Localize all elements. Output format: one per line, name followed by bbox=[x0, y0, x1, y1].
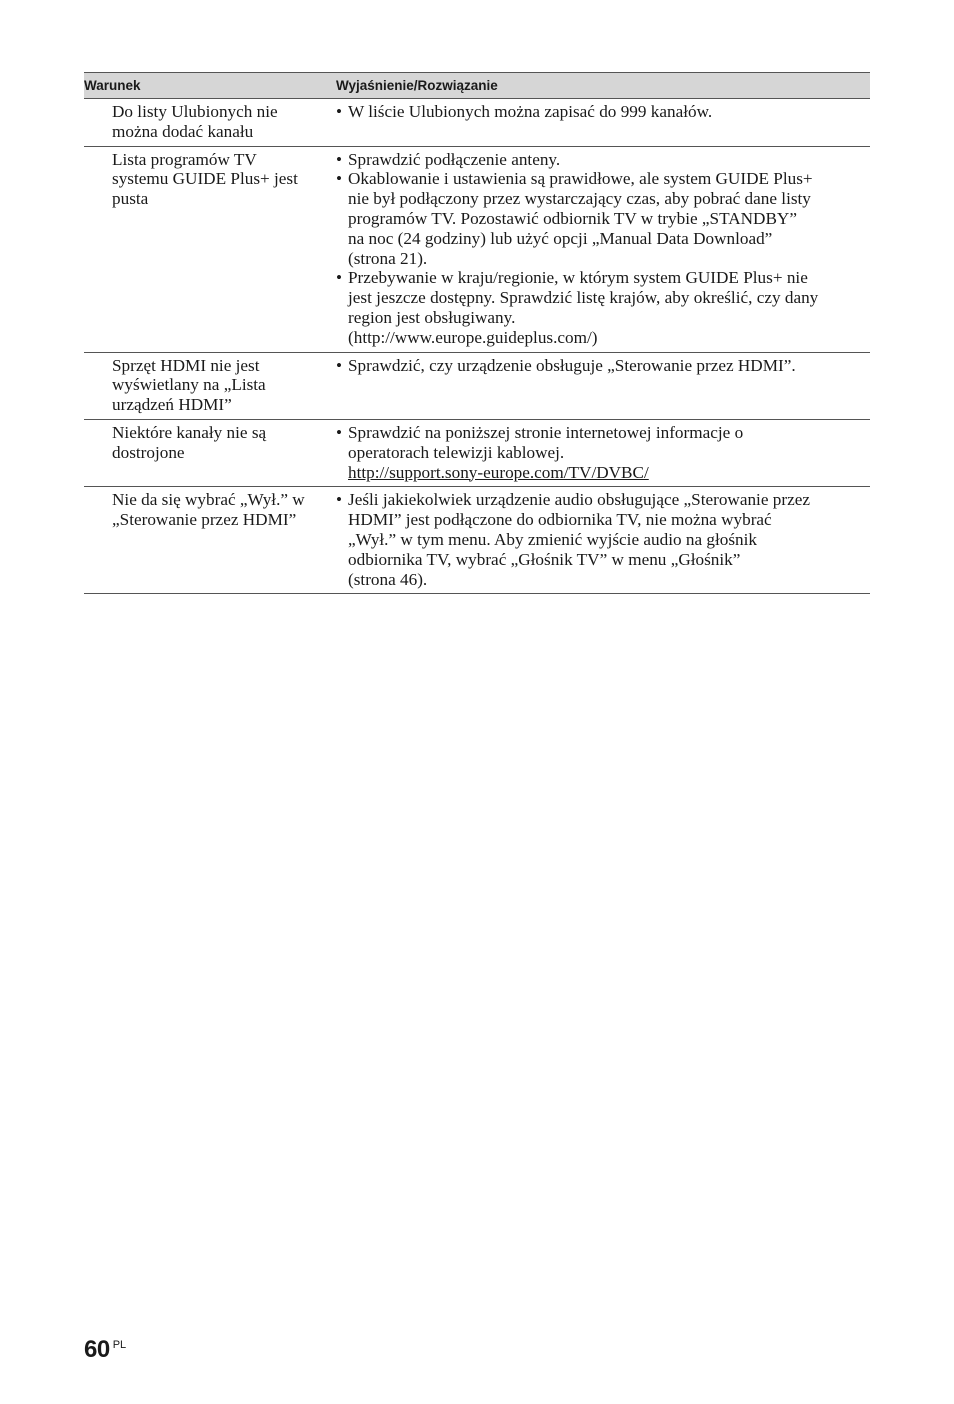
troubleshooting-table bbox=[84, 72, 870, 594]
bullet-item bbox=[336, 102, 864, 122]
bullet-text: • Jeśli jakiekolwiek urządzenie audio obsługujące „Sterowanie przez bbox=[348, 490, 810, 510]
condition-cell bbox=[84, 99, 336, 147]
bullet-text: • W liście Ulubionych można zapisać do 999 kanałów. bbox=[348, 102, 713, 121]
condition-cell bbox=[84, 487, 336, 594]
bullet-text: (strona 21). bbox=[348, 248, 428, 268]
page-number: 60 bbox=[84, 1336, 110, 1363]
explanation-cell bbox=[336, 99, 870, 147]
bullet-text: nie był podłączony przez wystarczający czas, aby pobrać dane listy bbox=[348, 189, 811, 209]
condition-text: Nie da się wybrać „Wył.” w bbox=[112, 490, 305, 510]
bullet-text: (http://www.europe.guideplus.com/) bbox=[348, 327, 598, 347]
bullet-text: „Wył.” w tym menu. Aby zmienić wyjście audio na głośnik bbox=[348, 529, 757, 549]
bullet-item bbox=[336, 356, 864, 376]
condition-text: urządzeń HDMI” bbox=[112, 395, 232, 415]
table-header bbox=[84, 73, 870, 99]
condition-text: dostrojone bbox=[112, 442, 185, 462]
bullet-text: • Okablowanie i ustawienia są prawidłowe, ale system GUIDE Plus+ bbox=[348, 169, 813, 189]
bullet-text: (strona 46). bbox=[348, 569, 428, 589]
bullet-text: • Sprawdzić podłączenie anteny. bbox=[348, 149, 561, 169]
bullet-item bbox=[336, 150, 864, 170]
header-explanation: Wyjaśnienie/Rozwiązanie bbox=[336, 73, 870, 99]
bullet-text: • Sprawdzić, czy urządzenie obsługuje „Sterowanie przez HDMI”. bbox=[348, 355, 796, 375]
page-footer bbox=[84, 1336, 126, 1364]
bullet-list bbox=[336, 102, 864, 122]
table-header-row bbox=[84, 73, 870, 99]
table-row bbox=[84, 419, 870, 486]
troubleshooting-table-container bbox=[84, 72, 870, 594]
bullet-text: odbiornika TV, wybrać „Głośnik TV” w menu „Głośnik” bbox=[348, 549, 741, 569]
bullet-text: • Sprawdzić na poniższej stronie internetowej informacje o bbox=[348, 422, 744, 442]
bullet-item bbox=[336, 423, 864, 482]
header-condition: Warunek bbox=[84, 73, 336, 99]
bullet-item bbox=[336, 169, 864, 268]
condition-text: „Sterowanie przez HDMI” bbox=[112, 510, 297, 530]
bullet-item bbox=[336, 490, 864, 589]
explanation-cell bbox=[336, 146, 870, 352]
bullet-item bbox=[336, 268, 864, 347]
table-row bbox=[84, 487, 870, 594]
bullet-text: operatorach telewizji kablowej. bbox=[348, 442, 565, 462]
bullet-list bbox=[336, 490, 864, 589]
bullet-text: • Przebywanie w kraju/regionie, w którym system GUIDE Plus+ nie bbox=[348, 268, 808, 288]
condition-text: wyświetlany na „Lista bbox=[112, 375, 266, 395]
condition-text: można dodać kanału bbox=[112, 121, 254, 141]
table-row bbox=[84, 352, 870, 419]
explanation-cell bbox=[336, 352, 870, 419]
explanation-cell bbox=[336, 419, 870, 486]
table-row bbox=[84, 99, 870, 147]
condition-text: Lista programów TV bbox=[112, 149, 257, 169]
bullet-text: HDMI” jest podłączone do odbiornika TV, nie można wybrać bbox=[348, 510, 772, 530]
table-body bbox=[84, 99, 870, 594]
condition-text: Niektóre kanały nie są bbox=[112, 422, 267, 442]
condition-cell bbox=[84, 419, 336, 486]
condition-cell bbox=[84, 146, 336, 352]
condition-text: Do listy Ulubionych nie bbox=[112, 102, 278, 121]
sony-support-link[interactable]: http://support.sony-europe.com/TV/DVBC/ bbox=[348, 462, 649, 482]
condition-cell bbox=[84, 352, 336, 419]
language-code: PL bbox=[112, 1339, 127, 1351]
condition-text: systemu GUIDE Plus+ jest bbox=[112, 169, 298, 189]
bullet-list bbox=[336, 356, 864, 376]
condition-text: pusta bbox=[112, 189, 149, 209]
condition-text: Sprzęt HDMI nie jest bbox=[112, 355, 260, 375]
bullet-text: region jest obsługiwany. bbox=[348, 307, 516, 327]
explanation-cell bbox=[336, 487, 870, 594]
bullet-text: jest jeszcze dostępny. Sprawdzić listę krajów, aby określić, czy dany bbox=[348, 288, 819, 308]
bullet-list bbox=[336, 423, 864, 482]
bullet-text: programów TV. Pozostawić odbiornik TV w trybie „STANDBY” bbox=[348, 208, 797, 228]
bullet-list bbox=[336, 150, 864, 348]
table-row bbox=[84, 146, 870, 352]
bullet-text: na noc (24 godziny) lub użyć opcji „Manual Data Download” bbox=[348, 228, 773, 248]
